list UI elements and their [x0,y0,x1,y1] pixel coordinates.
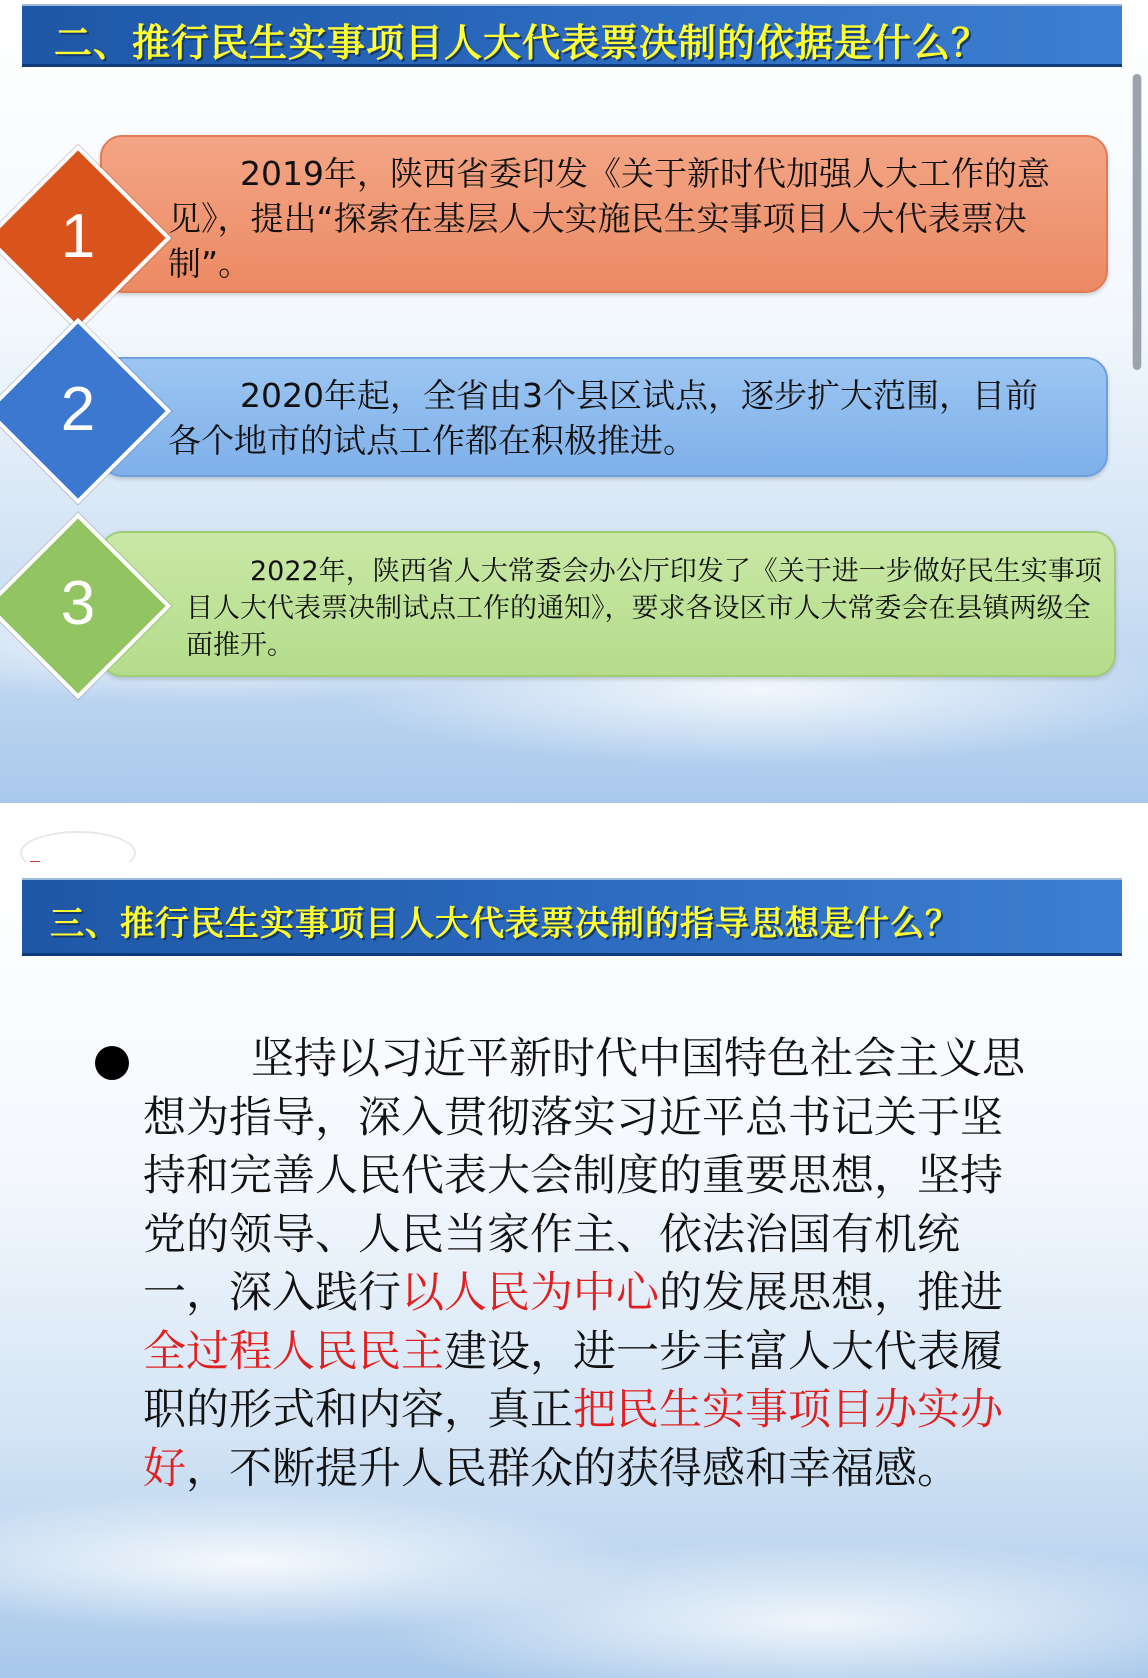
item-box-3 [100,531,1116,677]
text-part-2: 的发展思想，推进 [659,1268,1003,1318]
item-number-3: 3 [60,569,96,638]
item-number-1: 1 [60,202,96,271]
highlight-projects-done-well: 把民生实事项目办实办好 [143,1385,1003,1494]
text-part-4: ，不断提升人民群众的获得感和幸福感。 [186,1443,960,1494]
highlight-people-centered: 以人民为中心 [401,1268,659,1318]
slide-title: 三、推行民生实事项目人大代表票决制的指导思想是什么？ [50,904,960,944]
slide-title-bar [22,878,1122,956]
slide-basis [0,0,1148,803]
slide-gap [0,803,1148,862]
slide-title: 二、推行民生实事项目人大代表票决制的依据是什么？ [54,21,991,65]
bullet-icon [95,1046,129,1080]
item-box-1 [100,135,1108,293]
slide-title-bar [22,4,1122,67]
scrollbar-thumb[interactable] [1133,74,1141,370]
highlight-whole-process-democracy: 全过程人民民主 [143,1326,444,1377]
item-text-1: 2019年，陕西省委印发《关于新时代加强人大工作的意见》，提出“探索在基层人大实施民生实事项目人大代表票决制”。 [168,154,1050,283]
item-number-2: 2 [60,375,96,444]
text-part-3: 建设，进一步丰富人大代表履职的形式和内容，真正 [143,1326,1003,1435]
item-box-2 [100,357,1108,477]
paragraph-text [143,1030,1043,1498]
item-text-2: 2020年起，全省由3个县区试点，逐步扩大范围，目前各个地市的试点工作都在积极推进。 [168,376,1038,460]
text-part-1: 坚持以习近平新时代中国特色社会主义思想为指导，深入贯彻落实习近平总书记关于坚持和完善人民代表大会制度的重要思想，坚持党的领导、人民当家作主、依法治国有机统一，深入践行 [143,1034,1025,1318]
scrollbar[interactable] [1132,74,1142,370]
item-text-3: 2022年，陕西省人大常委会办公厅印发了《关于进一步做好民生实事项目人大代表票决制试点工作的通知》，要求各设区市人大常委会在县镇两级全面推开。 [186,556,1102,661]
slide-guiding-ideology [0,862,1148,1678]
